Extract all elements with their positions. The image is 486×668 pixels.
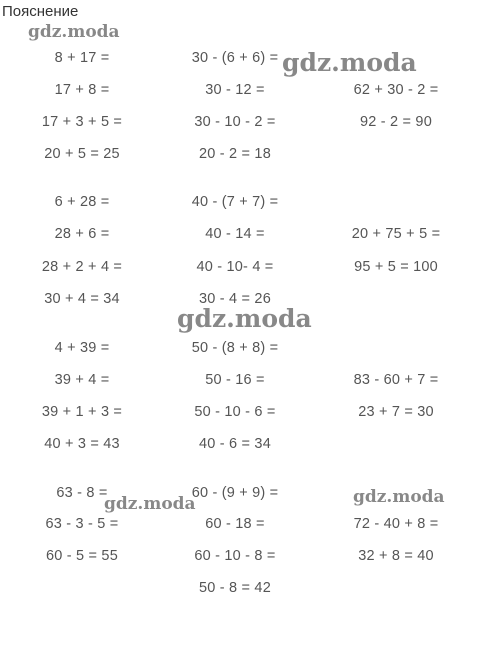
- watermark: gdz.moda: [282, 48, 417, 77]
- equation: 17 + 8 =: [54, 82, 110, 98]
- equation: 32 + 8 = 40: [358, 548, 434, 564]
- equation: 50 - 16 =: [205, 372, 265, 388]
- equation: 60 - (9 + 9) =: [191, 485, 279, 501]
- equation: 28 + 6 =: [54, 226, 110, 242]
- equation: 39 + 1 + 3 =: [41, 404, 123, 420]
- equation: 30 - 10 - 2 =: [194, 114, 276, 130]
- equation: 23 + 7 = 30: [358, 404, 434, 420]
- equation: 6 + 28 =: [54, 194, 110, 210]
- equation: 28 + 2 + 4 =: [41, 259, 123, 275]
- watermark: gdz.moda: [177, 304, 312, 333]
- equation: 8 + 17 =: [54, 50, 110, 66]
- equation: 30 - 4 = 26: [199, 291, 271, 307]
- equation: 30 - (6 + 6) =: [191, 50, 279, 66]
- equation: 92 - 2 = 90: [360, 114, 432, 130]
- equation: 63 - 3 - 5 =: [45, 516, 119, 532]
- equation: 95 + 5 = 100: [354, 259, 438, 275]
- equation: 60 - 18 =: [205, 516, 265, 532]
- equation: 60 - 10 - 8 =: [194, 548, 276, 564]
- equation: 63 - 8 =: [56, 485, 108, 501]
- equation: 72 - 40 + 8 =: [353, 516, 439, 532]
- watermark: gdz.moda: [104, 494, 196, 514]
- equation: 50 - 10 - 6 =: [194, 404, 276, 420]
- equation: 30 - 12 =: [205, 82, 265, 98]
- equation: 40 - (7 + 7) =: [191, 194, 279, 210]
- equation: 40 - 10- 4 =: [196, 259, 274, 275]
- equation: 62 + 30 - 2 =: [353, 82, 439, 98]
- equation: 40 - 6 = 34: [199, 436, 271, 452]
- equation: 83 - 60 + 7 =: [353, 372, 439, 388]
- equation: 30 + 4 = 34: [44, 291, 120, 307]
- equation: 20 - 2 = 18: [199, 146, 271, 162]
- equation: 20 + 5 = 25: [44, 146, 120, 162]
- equation: 60 - 5 = 55: [46, 548, 118, 564]
- page-title: Пояснение: [2, 3, 79, 20]
- equation: 4 + 39 =: [54, 340, 110, 356]
- watermark: gdz.moda: [353, 487, 445, 507]
- equation: 50 - (8 + 8) =: [191, 340, 279, 356]
- watermark: gdz.moda: [28, 22, 120, 42]
- equation: 40 + 3 = 43: [44, 436, 120, 452]
- equation: 17 + 3 + 5 =: [41, 114, 123, 130]
- equation: 39 + 4 =: [54, 372, 110, 388]
- equation: 20 + 75 + 5 =: [351, 226, 441, 242]
- equation: 50 - 8 = 42: [199, 580, 271, 596]
- equation: 40 - 14 =: [205, 226, 265, 242]
